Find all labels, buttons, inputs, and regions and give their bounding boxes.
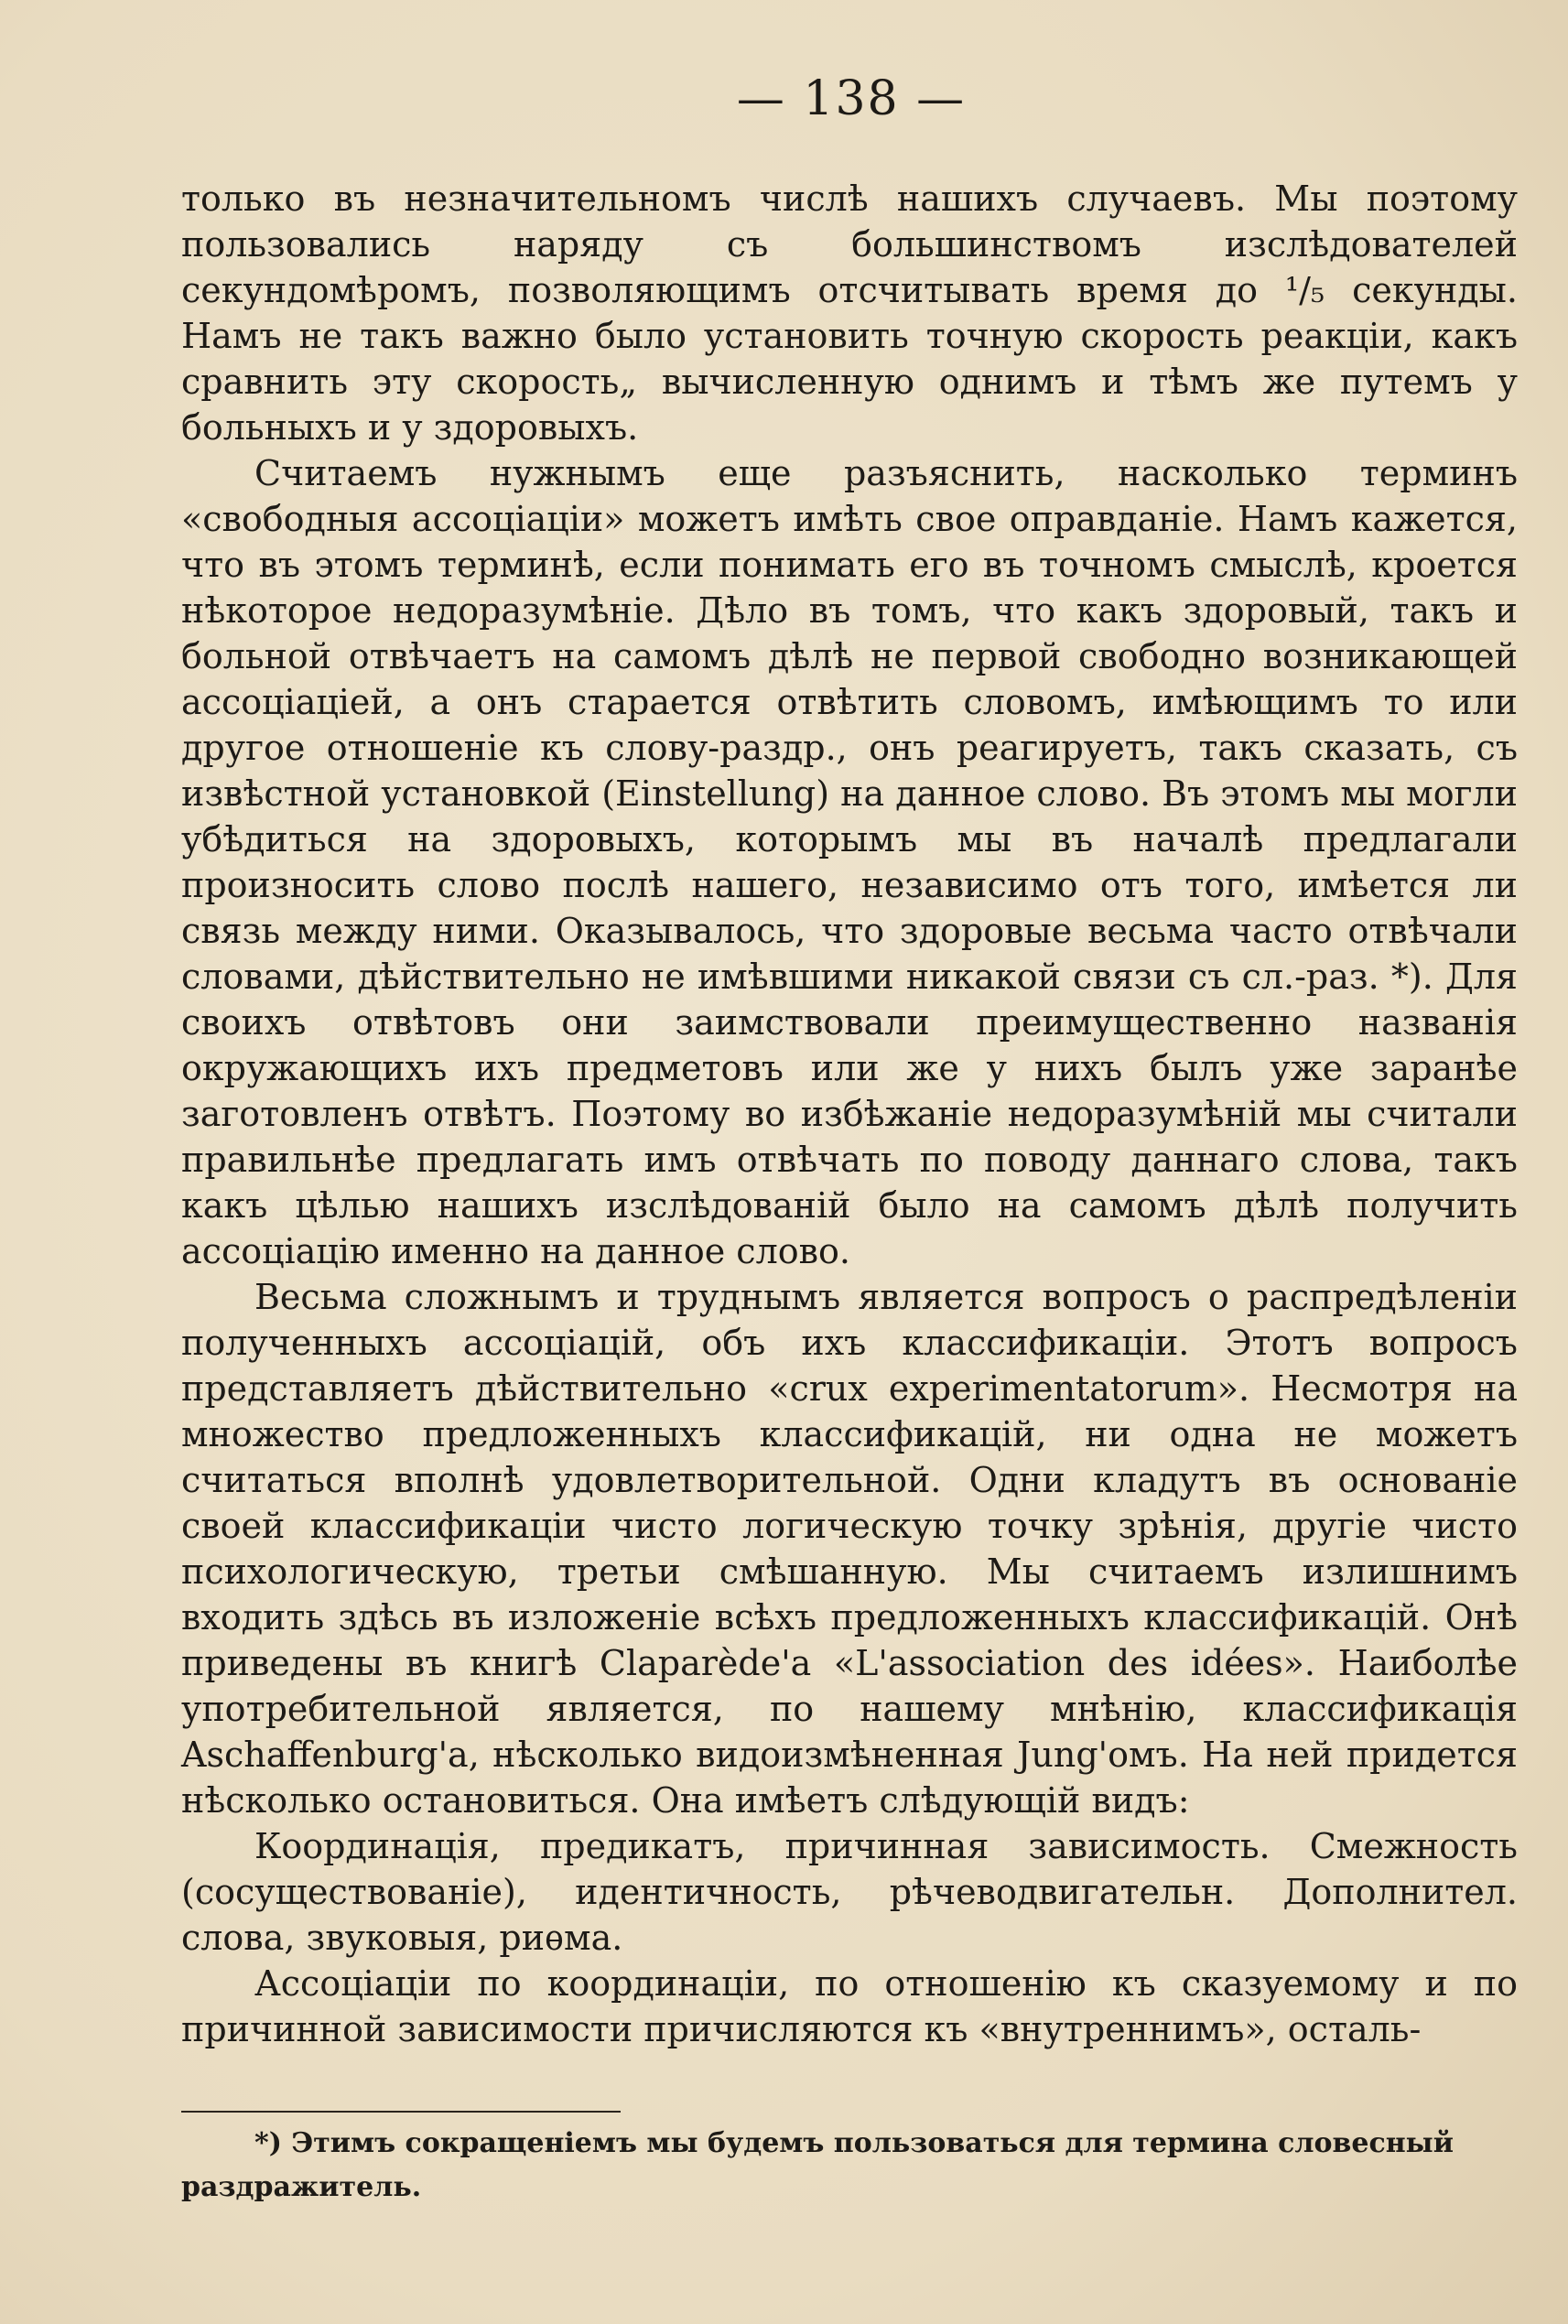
- footnote-divider: [181, 2111, 621, 2113]
- paragraph: Координація, предикатъ, причинная зависимость. Смежность (сосуществованіе), идентичность, рѣчеводвигательн. Дополнител. слова, звуковыя, риѳма.: [181, 1826, 1518, 1958]
- footnote: *) Этимъ сокращеніемъ мы будемъ пользоваться для термина словесный раздражитель.: [181, 2127, 1454, 2203]
- paragraph: только въ незначительномъ числѣ нашихъ случаевъ. Мы поэтому пользовались наряду съ большинствомъ изслѣдователей секундомѣромъ, позволяющимъ отсчитывать время до ¹/₅ секунды. Намъ не такъ важно было установить точную скорость реакціи, какъ сравнить эту скорость„ вычисленную однимъ и тѣмъ же путемъ у больныхъ и у здоровыхъ.: [181, 178, 1518, 448]
- paragraph: Весьма сложнымъ и труднымъ является вопросъ о распредѣленіи полученныхъ ассоціацій, объ ихъ классификаціи. Этотъ вопросъ представляетъ дѣйствительно «crux experimentatorum». Несмотря на множество предложенныхъ классификацій, ни одна не можетъ считаться вполнѣ удовлетворительной. Одни кладутъ въ основаніе своей классификаціи чисто логическую точку зрѣнія, другіе чисто психологическую, третьи смѣшанную. Мы считаемъ излишнимъ входить здѣсь въ изложеніе всѣхъ предложенныхъ классификацій. Онѣ приведены въ книгѣ Claparède'а «L'association des idées». Наиболѣе употребительной является, по нашему мнѣнію, классификація Aschaffenburg'а, нѣсколько видоизмѣненная Jung'омъ. На ней придется нѣсколько остановиться. Она имѣетъ слѣдующій видъ:: [181, 1277, 1518, 1821]
- body-text: [181, 176, 1518, 2052]
- paragraph: Считаемъ нужнымъ еще разъяснить, насколько терминъ «свободныя ассоціаціи» можетъ имѣть свое оправданіе. Намъ кажется, что въ этомъ терминѣ, если понимать его въ точномъ смыслѣ, кроется нѣкоторое недоразумѣніе. Дѣло въ томъ, что какъ здоровый, такъ и больной отвѣчаетъ на самомъ дѣлѣ не первой свободно возникающей ассоціаціей, а онъ старается отвѣтить словомъ, имѣющимъ то или другое отношеніе къ слову-раздр., онъ реагируетъ, такъ сказать, съ извѣстной установкой (Einstellung) на данное слово. Въ этомъ мы могли убѣдиться на здоровыхъ, которымъ мы въ началѣ предлагали произносить слово послѣ нашего, независимо отъ того, имѣется ли связь между ними. Оказывалось, что здоровые весьма часто отвѣчали словами, дѣйствительно не имѣвшими никакой связи съ сл.-раз. *). Для своихъ отвѣтовъ они заимствовали преимущественно названія окружающихъ ихъ предметовъ или же у нихъ былъ уже заранѣе заготовленъ отвѣтъ. Поэтому во избѣжаніе недоразумѣній мы считали правильнѣе предлагать имъ отвѣчать по поводу даннаго слова, такъ какъ цѣлью нашихъ изслѣдованій было на самомъ дѣлѣ получить ассоціацію именно на данное слово.: [181, 453, 1518, 1271]
- paragraph: Ассоціаціи по координаціи, по отношенію къ сказуемому и по причинной зависимости причисляются къ «внутреннимъ», осталь-: [181, 1963, 1518, 2049]
- page-number: — 138 —: [736, 71, 967, 126]
